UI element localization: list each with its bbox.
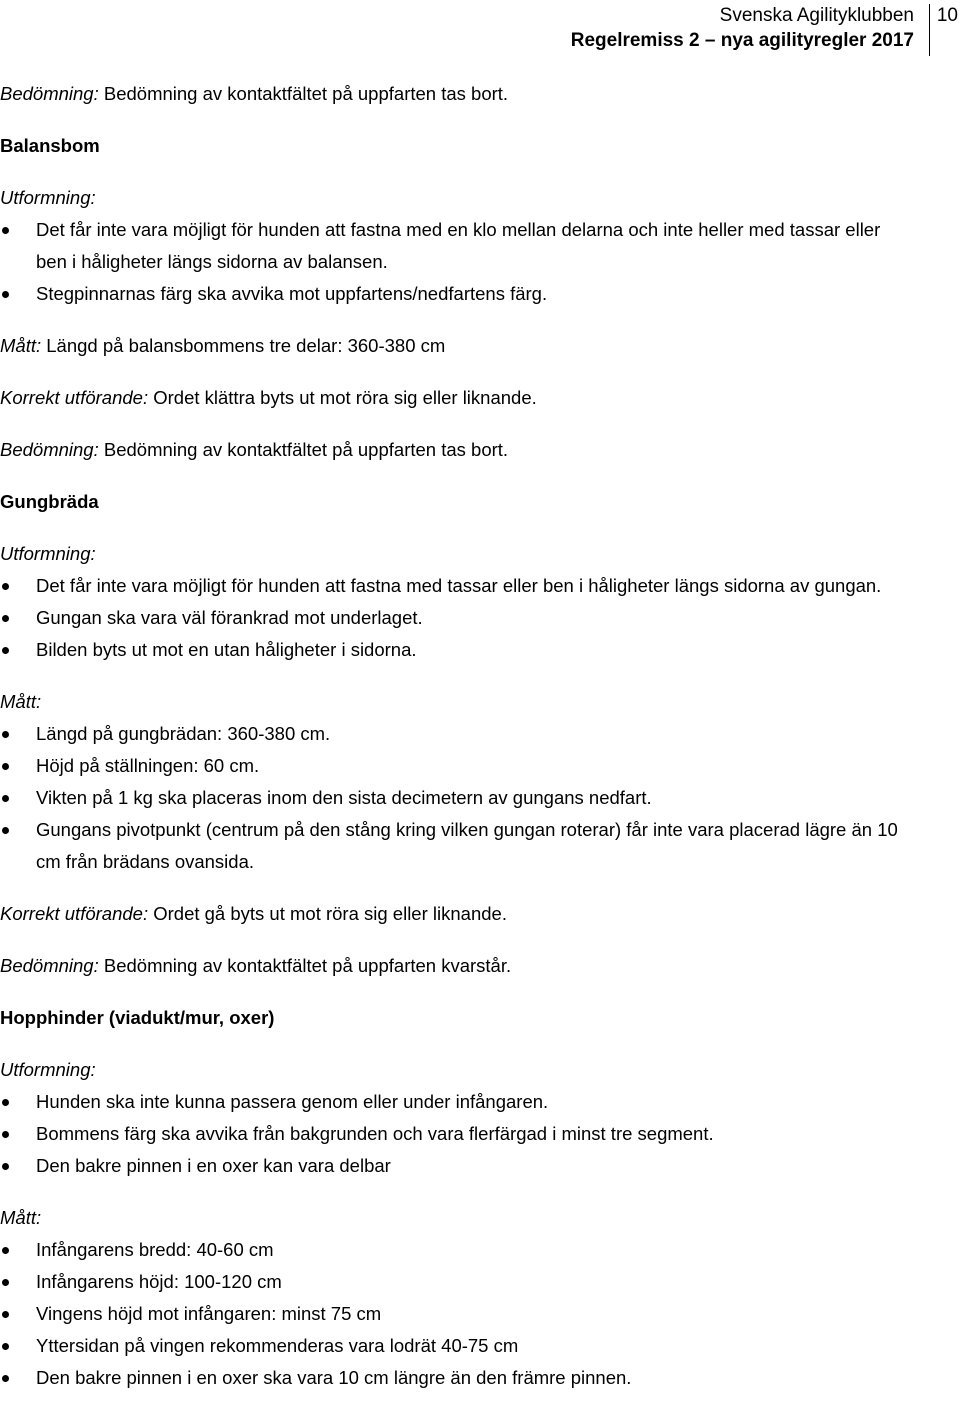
- design-label: Utformning:: [0, 1059, 96, 1080]
- execution-label: Korrekt utförande:: [0, 903, 149, 924]
- list-item: Vikten på 1 kg ska placeras inom den sista decimetern av gungans nedfart.: [0, 782, 958, 814]
- list-item: Vingens höjd mot infångaren: minst 75 cm: [0, 1298, 958, 1330]
- judging-text: Bedömning av kontaktfältet på uppfarten kvarstår.: [98, 955, 512, 976]
- measure-label: Mått:: [0, 691, 42, 712]
- list-item: Hunden ska inte kunna passera genom eller under infångaren.: [0, 1086, 958, 1118]
- list-item: Gungans pivotpunkt (centrum på den stång kring vilken gungan roterar) får inte vara placerad lägre än 10 cm från brädans ovansida.: [0, 814, 906, 878]
- judging-text: Bedömning av kontaktfältet på uppfarten tas bort.: [98, 83, 509, 104]
- list-item: Stegpinnarnas färg ska avvika mot uppfartens/nedfartens färg.: [0, 278, 958, 310]
- judging-text: Bedömning av kontaktfältet på uppfarten tas bort.: [98, 439, 509, 460]
- design-list: [0, 570, 958, 666]
- execution-line: [0, 382, 958, 414]
- judging-line: [0, 434, 958, 466]
- list-item: Det får inte vara möjligt för hunden att fastna med tassar eller ben i håligheter längs sidorna av gungan.: [0, 570, 906, 602]
- list-item: Yttersidan på vingen rekommenderas vara lodrät 40-75 cm: [0, 1330, 958, 1362]
- organization-name: Svenska Agilityklubben: [719, 5, 914, 26]
- list-item: Infångarens bredd: 40-60 cm: [0, 1234, 958, 1266]
- page-header: [0, 4, 960, 56]
- measure-list: [0, 718, 958, 878]
- list-item: Det får inte vara möjligt för hunden att fastna med en klo mellan delarna och inte heller med tassar eller ben i håligheter längs sidorna av balansen.: [0, 214, 906, 278]
- list-item: Gungan ska vara väl förankrad mot underlaget.: [0, 602, 958, 634]
- list-item: Den bakre pinnen i en oxer ska vara 10 cm längre än den främre pinnen.: [0, 1362, 958, 1394]
- section-heading-balansbom: Balansbom: [0, 135, 100, 156]
- list-item: Höjd på ställningen: 60 cm.: [0, 750, 958, 782]
- header-divider: [929, 4, 930, 56]
- judging-label: Bedömning:: [0, 955, 99, 976]
- measure-list: [0, 1234, 958, 1394]
- design-list: [0, 214, 958, 310]
- execution-text: Ordet gå byts ut mot röra sig eller liknande.: [148, 903, 507, 924]
- design-list: [0, 1086, 958, 1182]
- measure-label: Mått:: [0, 335, 42, 356]
- page-number: 10: [936, 5, 958, 26]
- execution-line: [0, 898, 958, 930]
- measure-line: [0, 330, 958, 362]
- design-label: Utformning:: [0, 187, 96, 208]
- document-body: [0, 78, 958, 1414]
- list-item: Längd på gungbrädan: 360-380 cm.: [0, 718, 958, 750]
- measure-text: Längd på balansbommens tre delar: 360-380 cm: [41, 335, 446, 356]
- list-item: Bommens färg ska avvika från bakgrunden och vara flerfärgad i minst tre segment.: [0, 1118, 958, 1150]
- design-label: Utformning:: [0, 543, 96, 564]
- judging-label: Bedömning:: [0, 83, 99, 104]
- list-item: Den bakre pinnen i en oxer kan vara delbar: [0, 1150, 958, 1182]
- header-text: [571, 4, 914, 54]
- execution-label: Korrekt utförande:: [0, 387, 149, 408]
- document-title: Regelremiss 2 – nya agilityregler 2017: [570, 30, 914, 51]
- list-item: Infångarens höjd: 100-120 cm: [0, 1266, 958, 1298]
- list-item: Bilden byts ut mot en utan håligheter i sidorna.: [0, 634, 958, 666]
- judging-line: [0, 950, 958, 982]
- intro-judging: [0, 78, 958, 110]
- execution-text: Ordet klättra byts ut mot röra sig eller liknande.: [148, 387, 537, 408]
- measure-label: Mått:: [0, 1207, 42, 1228]
- section-heading-hopphinder: Hopphinder (viadukt/mur, oxer): [0, 1007, 275, 1028]
- judging-label: Bedömning:: [0, 439, 99, 460]
- section-heading-gungbrada: Gungbräda: [0, 491, 99, 512]
